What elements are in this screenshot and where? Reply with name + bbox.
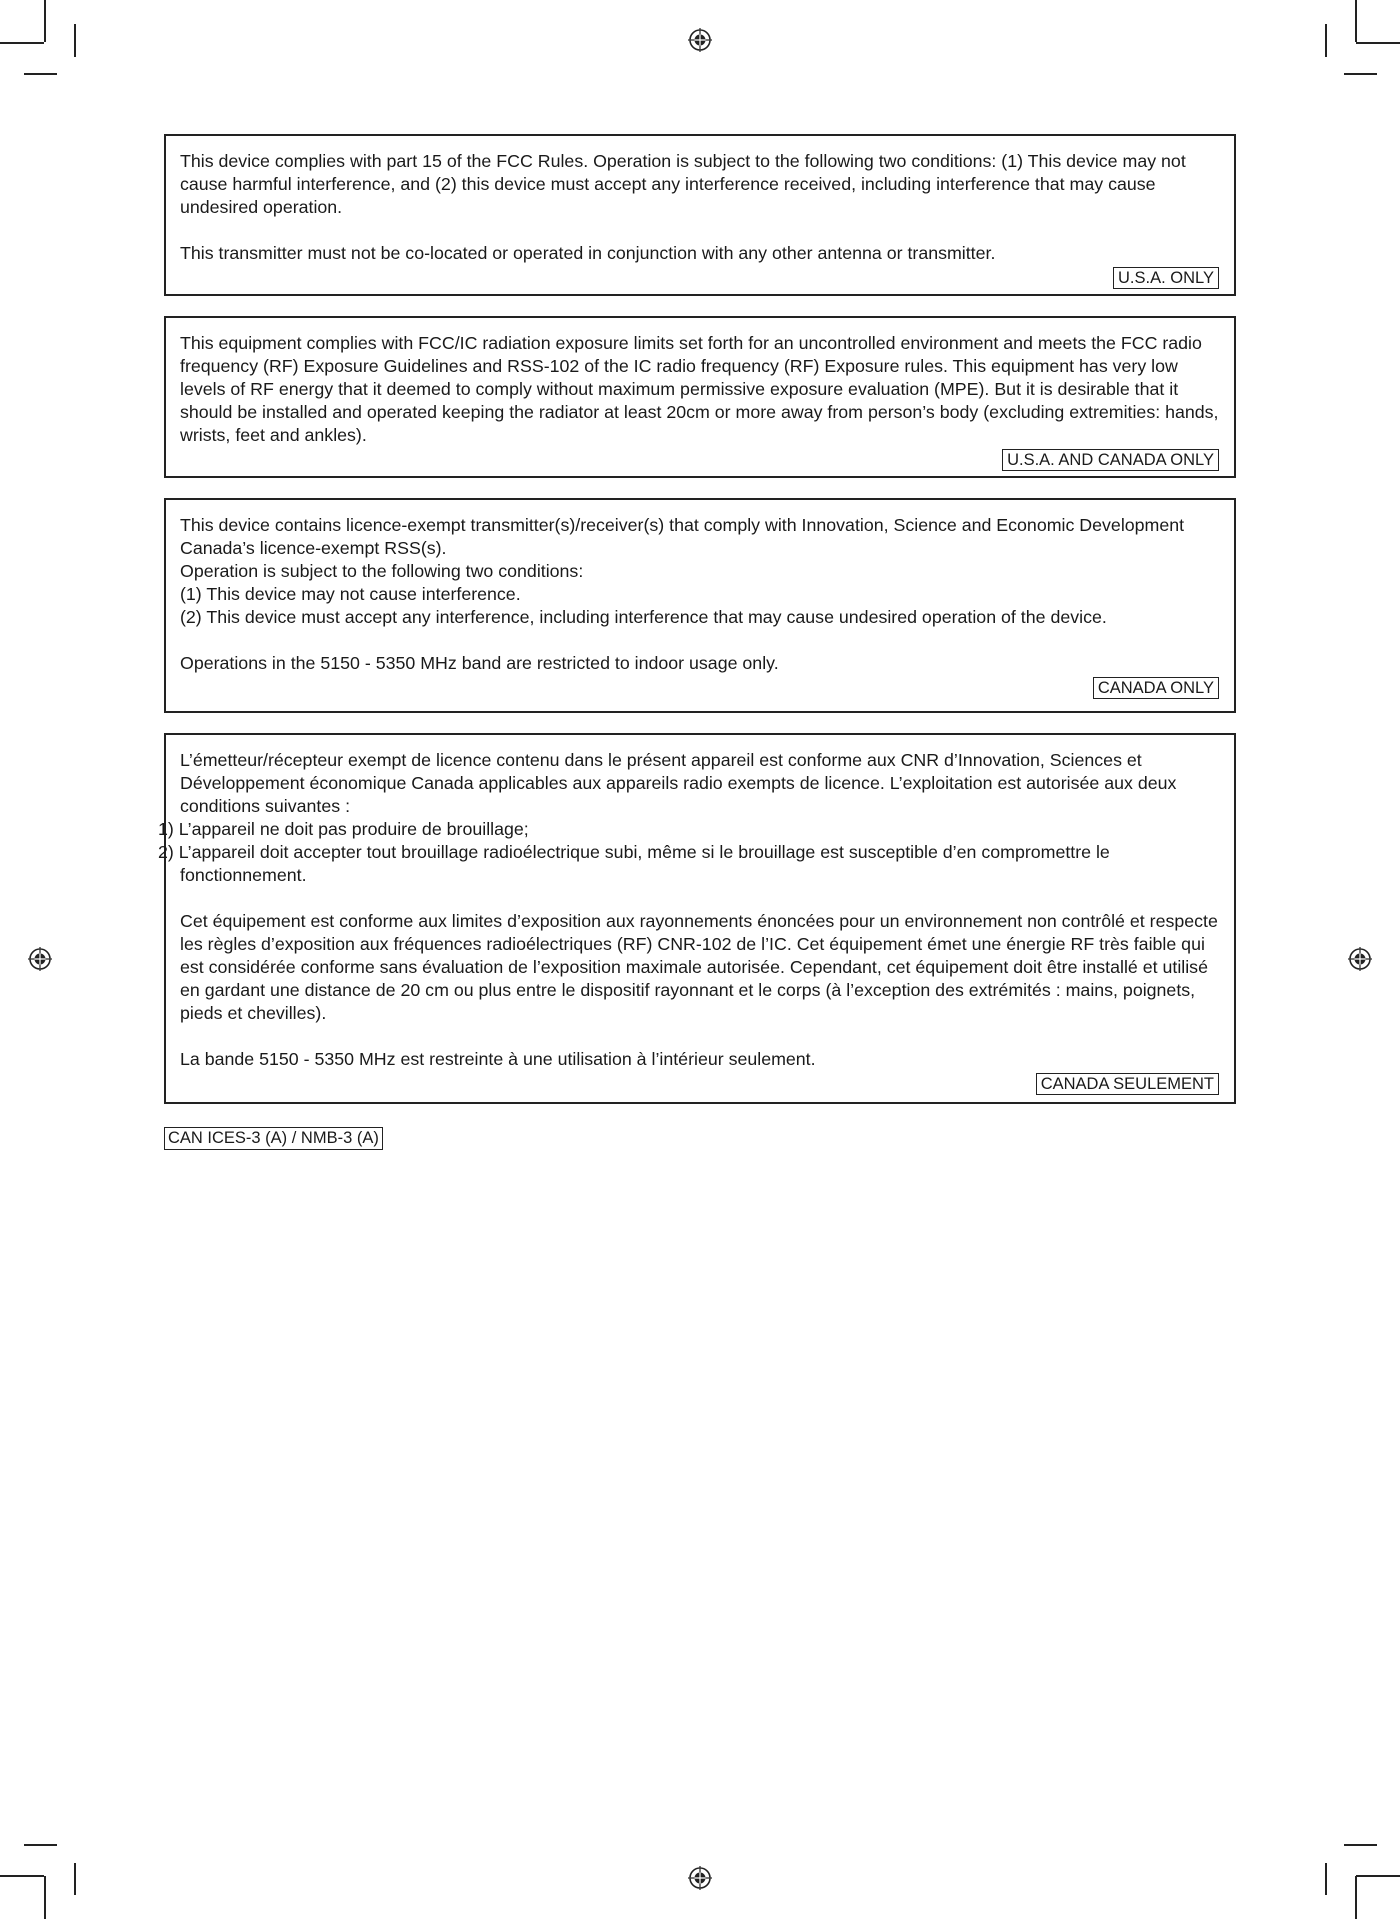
crop-mark <box>1325 1863 1327 1895</box>
crop-mark <box>1325 24 1327 57</box>
rf-exposure-notice <box>164 316 1236 478</box>
rf-exposure-text: This equipment complies with FCC/IC radiation exposure limits set forth for an uncontrolled environment and meets the FCC radio frequency (RF) Exposure Guidelines and RSS-102 of the IC radio frequency (RF) Exposure rules. This equipment has very low levels of RF energy that it deemed to comply without maximum permissive exposure evaluation (MPE). But it is desirable that it should be installed and operated keeping the radiator at least 20cm or more away from person’s body (excluding extremities: hands, wrists, feet and ankles). <box>180 333 1219 445</box>
crop-mark <box>24 73 57 75</box>
ised-french-condition-1: 1) L’appareil ne doit pas produire de brouillage; <box>158 819 529 839</box>
registration-mark-icon <box>688 1866 712 1890</box>
crop-mark <box>44 1876 46 1919</box>
ised-condition-1: (1) This device may not cause interference. <box>180 584 521 604</box>
crop-mark <box>1344 73 1377 75</box>
crop-mark <box>1356 42 1400 44</box>
ised-french-intro: L’émetteur/récepteur exempt de licence contenu dans le présent appareil est conforme aux CNR d’Innovation, Sciences et Développement économique Canada applicables aux appareils radio exempts de licence. L’exploitation est autorisée aux deux conditions suivantes : <box>180 750 1177 816</box>
crop-mark <box>0 1875 44 1877</box>
registration-mark-icon <box>1348 947 1372 971</box>
crop-mark <box>74 1863 76 1895</box>
ised-french-band-text: La bande 5150 - 5350 MHz est restreinte à une utilisation à l’intérieur seulement. <box>180 1049 816 1069</box>
crop-mark <box>24 1844 57 1846</box>
region-tag: U.S.A. AND CANADA ONLY <box>1002 449 1219 471</box>
crop-mark <box>1344 1844 1377 1846</box>
ised-conditions-heading: Operation is subject to the following two conditions: <box>180 561 584 581</box>
crop-mark <box>1356 1875 1400 1877</box>
crop-mark <box>74 24 76 57</box>
ised-english-notice <box>164 498 1236 713</box>
registration-mark-icon <box>688 28 712 52</box>
ised-french-notice <box>158 733 1236 1104</box>
ised-french-exposure-text: Cet équipement est conforme aux limites d’exposition aux rayonnements énoncées pour un environnement non contrôlé et respecte les règles d’exposition aux fréquences radioélectriques (RF) CNR-102 de l’IC. Cet équipement émet une énergie RF très faible qui est considérée conforme sans évaluation de l’exposition maximale autorisée. Cependant, cet équipement doit être installé et utilisé en gardant une distance de 20 cm ou plus entre le dispositif rayonnant et le corps (à l’exception des extrémités : mains, poignets, pieds et chevilles). <box>180 911 1218 1023</box>
registration-mark-icon <box>28 947 52 971</box>
colocation-text: This transmitter must not be co-located or operated in conjunction with any other antenna or transmitter. <box>180 243 996 263</box>
ised-condition-2: (2) This device must accept any interference, including interference that may cause undesired operation of the device. <box>180 607 1107 627</box>
region-tag: U.S.A. ONLY <box>1113 267 1219 289</box>
band-restriction-text: Operations in the 5150 - 5350 MHz band are restricted to indoor usage only. <box>180 653 779 673</box>
crop-mark <box>1355 0 1357 42</box>
crop-mark <box>44 0 46 42</box>
ised-intro-text: This device contains licence-exempt transmitter(s)/receiver(s) that comply with Innovation, Science and Economic Development Canada’s licence-exempt RSS(s). <box>180 515 1185 558</box>
ised-french-condition-2: 2) L’appareil doit accepter tout brouillage radioélectrique subi, même si le brouillage est susceptible d’en compromettre le fonctionnement. <box>158 842 1110 885</box>
fcc-compliance-text: This device complies with part 15 of the FCC Rules. Operation is subject to the following two conditions: (1) This device may not cause harmful interference, and (2) this device must accept any interference received, including interference that may cause undesired operation. <box>180 151 1186 217</box>
fcc-part15-notice <box>164 134 1236 296</box>
region-tag: CANADA ONLY <box>1093 677 1219 699</box>
ices-label: CAN ICES-3 (A) / NMB-3 (A) <box>164 1127 383 1150</box>
region-tag: CANADA SEULEMENT <box>1036 1073 1219 1095</box>
crop-mark <box>1355 1876 1357 1919</box>
crop-mark <box>0 42 44 44</box>
